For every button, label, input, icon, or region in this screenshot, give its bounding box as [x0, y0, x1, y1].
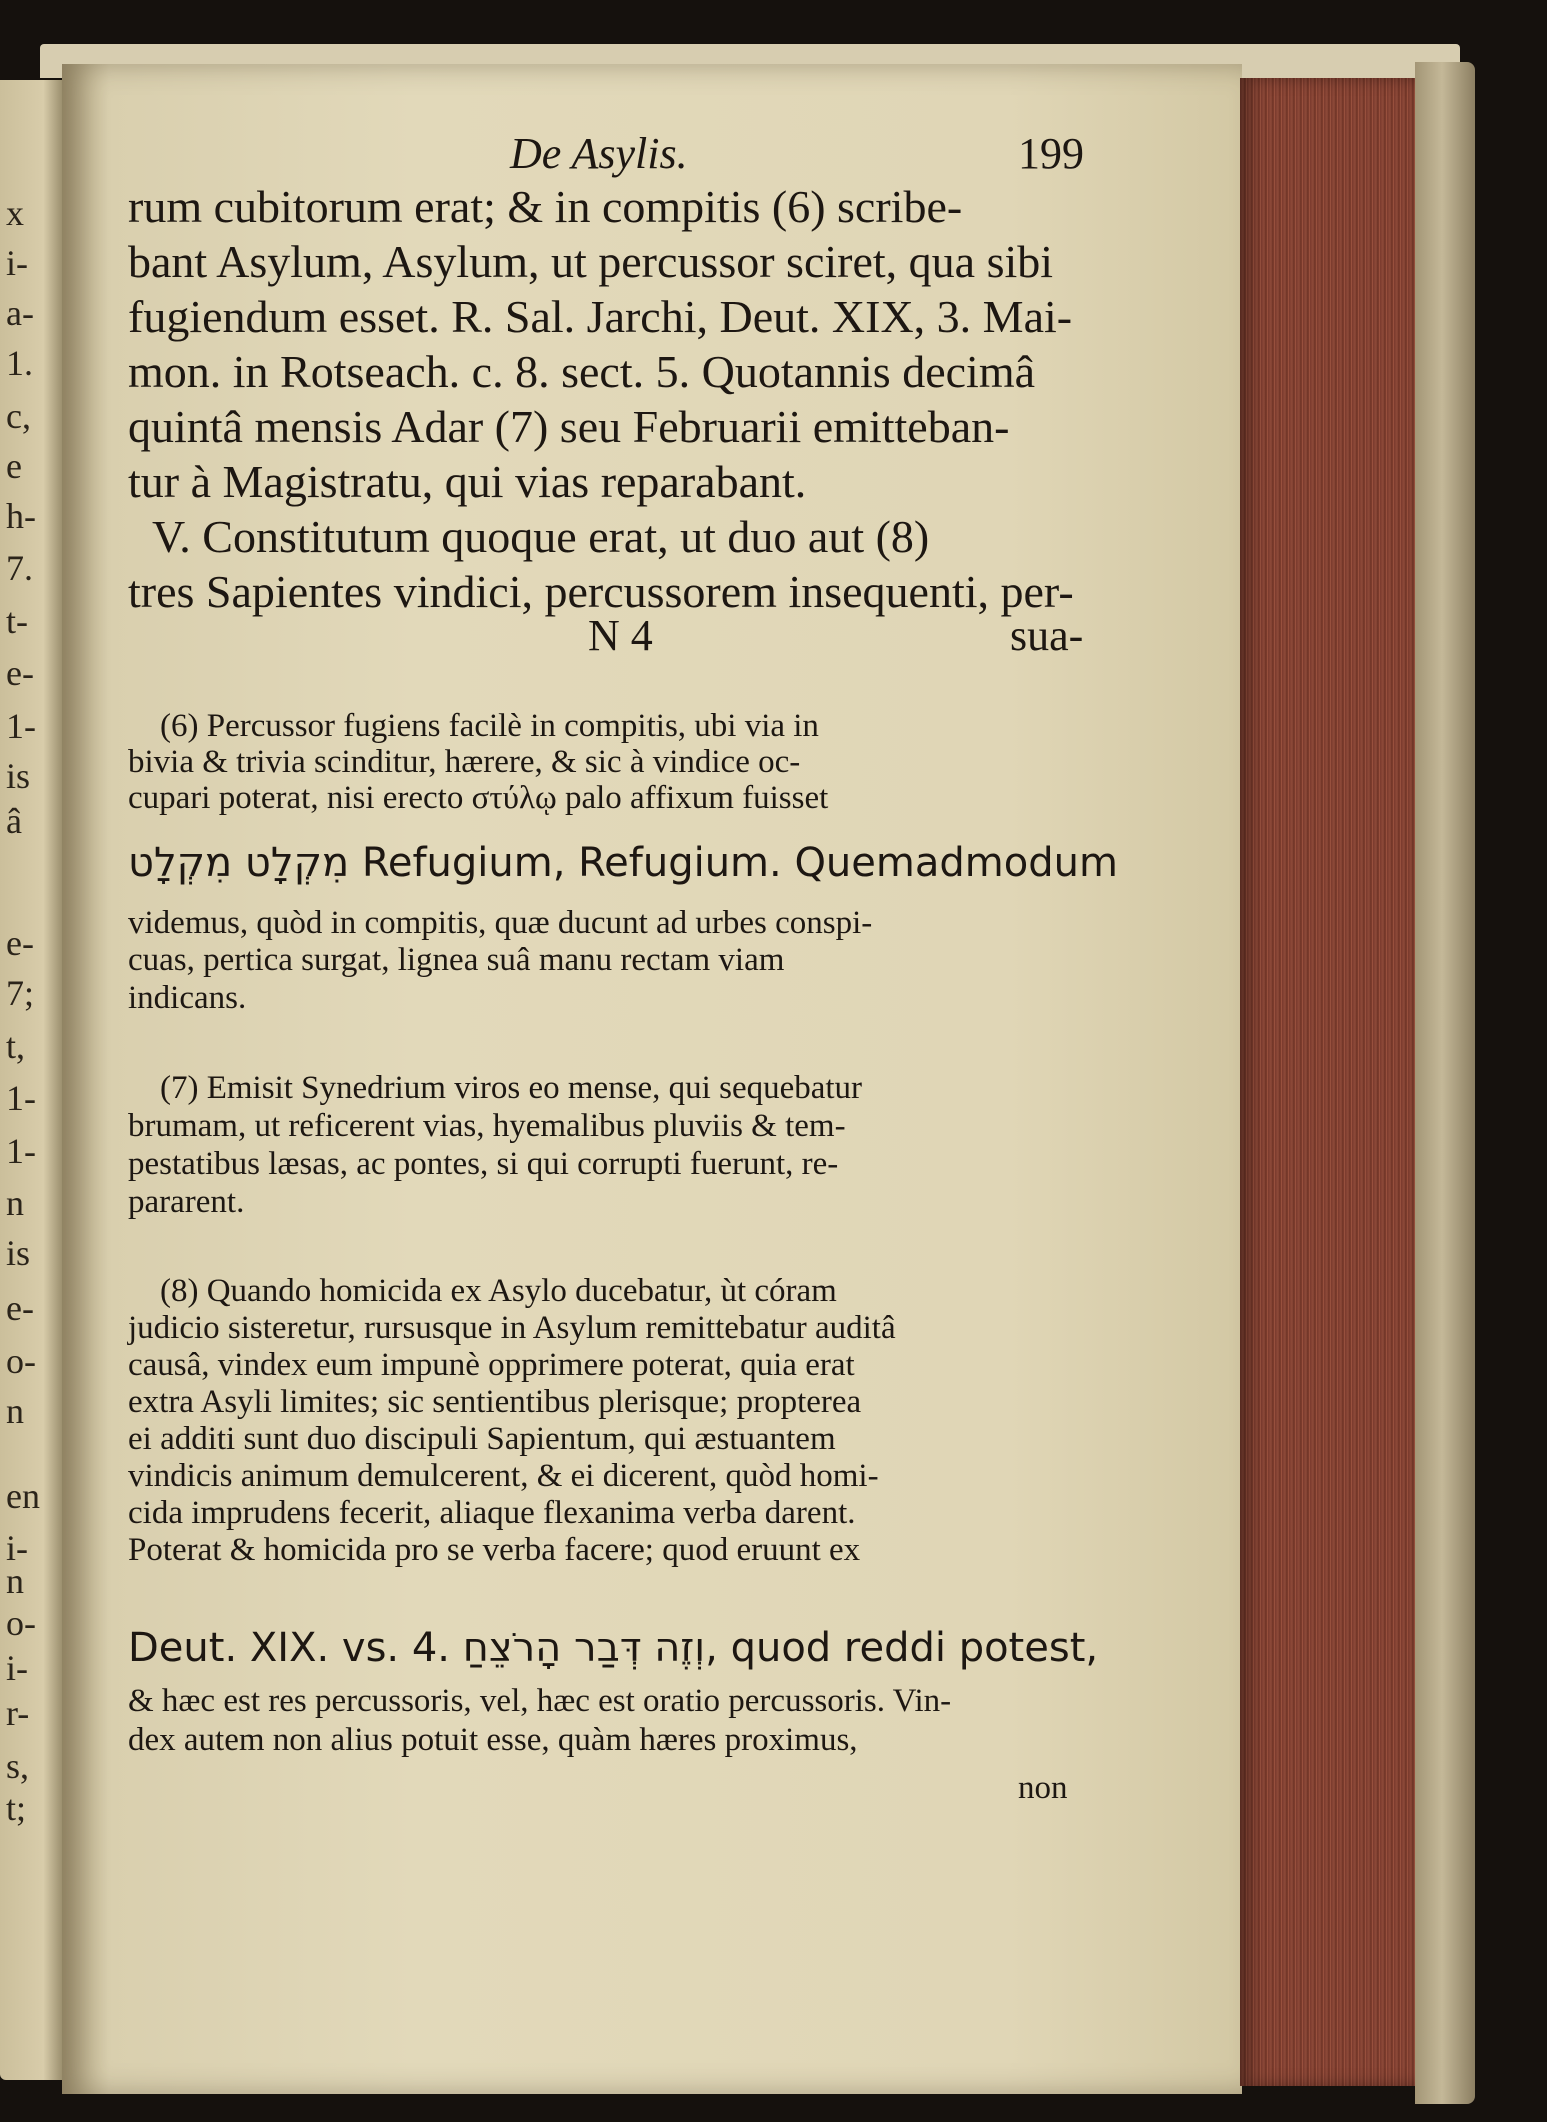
- footnote6-line: cupari poterat, nisi erecto στύλῳ palo affixum fuisset: [128, 780, 829, 816]
- body-line: tres Sapientes vindici, percussorem insequenti, per-: [128, 566, 1074, 617]
- footnote7-line: pestatibus læsas, ac pontes, si qui corrupti fuerunt, re-: [128, 1146, 839, 1182]
- left-page-fragment: c,: [6, 396, 31, 436]
- footnote7-line: (7) Emisit Synedrium viros eo mense, qui sequebatur: [160, 1070, 863, 1106]
- left-page-fragment: s,: [6, 1746, 30, 1786]
- left-page-fragment: e-: [6, 923, 34, 963]
- body-line: rum cubitorum erat; & in compitis (6) scribe-: [128, 181, 963, 232]
- footnote8-line: causâ, vindex eum impunè opprimere poterat, quia erat: [128, 1347, 855, 1383]
- footnote8-line: & hæc est res percussoris, vel, hæc est oratio percussoris. Vin-: [128, 1683, 952, 1719]
- left-page-fragment: i-: [6, 243, 28, 283]
- footnote7-line: brumam, ut reficerent vias, hyemalibus pluviis & tem-: [128, 1108, 846, 1144]
- footnote6-line: indicans.: [128, 980, 247, 1016]
- left-page-fragment: i-: [6, 1528, 28, 1568]
- left-page-fragment: r-: [6, 1693, 30, 1733]
- footnote6-line: cuas, pertica surgat, lignea suâ manu rectam viam: [128, 942, 785, 978]
- left-page-fragment: i-: [6, 1648, 28, 1688]
- left-page-fragment: x: [6, 193, 24, 233]
- left-page-fragment: n: [6, 1391, 24, 1431]
- signature-mark: N 4: [588, 611, 653, 660]
- left-page-fragment: 7.: [6, 548, 33, 588]
- body-line: fugiendum esset. R. Sal. Jarchi, Deut. XIX, 3. Mai-: [128, 291, 1073, 342]
- left-page-fragment: e-: [6, 1288, 34, 1328]
- left-page-fragment: 1-: [6, 1131, 36, 1171]
- left-page-fragment: 1-: [6, 1078, 36, 1118]
- left-page-fragment: n: [6, 1561, 24, 1601]
- body-line: quintâ mensis Adar (7) seu Februarii emitteban-: [128, 401, 1010, 452]
- left-page-fragment: a-: [6, 293, 34, 333]
- left-page-fragment: o-: [6, 1603, 36, 1643]
- footnote6-line: מִקְלָט מִקְלָט Refugium, Refugium. Quemadmodum: [128, 840, 1118, 886]
- left-page-fragment: is: [6, 1233, 31, 1273]
- left-page-fragment: n: [6, 1183, 24, 1223]
- left-page-fragment: 7;: [6, 973, 35, 1013]
- page-number: 199: [1018, 129, 1084, 178]
- footnote8-line: extra Asyli limites; sic sentientibus plerisque; propterea: [128, 1384, 862, 1420]
- footnote6-line: bivia & trivia scinditur, hærere, & sic à vindice oc-: [128, 744, 801, 780]
- left-page-fragment: en: [6, 1476, 40, 1516]
- body-line: bant Asylum, Asylum, ut percussor sciret, qua sibi: [128, 236, 1054, 287]
- left-page-fragment: t,: [6, 1026, 26, 1066]
- footnote8-line: (8) Quando homicida ex Asylo ducebatur, ùt córam: [160, 1273, 837, 1309]
- left-page-fragment: h-: [6, 496, 36, 536]
- footnote8-line: non: [1018, 1770, 1068, 1806]
- running-head: De Asylis.: [510, 129, 688, 178]
- footnote8-line: Poterat & homicida pro se verba facere; quod eruunt ex: [128, 1532, 861, 1568]
- footnote8-line: ei additi sunt duo discipuli Sapientum, qui æstuantem: [128, 1421, 836, 1457]
- footnote8-line: judicio sisteretur, rursusque in Asylum remittebatur auditâ: [128, 1310, 896, 1346]
- footnote8-line: vindicis animum demulcerent, & ei dicerent, quòd homi-: [128, 1458, 879, 1494]
- footnote6-line: (6) Percussor fugiens facilè in compitis, ubi via in: [160, 708, 819, 744]
- body-line: tur à Magistratu, qui vias reparabant.: [128, 456, 807, 507]
- left-page-fragment: o-: [6, 1341, 36, 1381]
- footnote8-line: cida imprudens fecerit, aliaque flexanima verba darent.: [128, 1495, 856, 1531]
- left-page-fragment: t-: [6, 601, 28, 641]
- catchword: sua-: [1010, 611, 1084, 660]
- left-page-fragment: e: [6, 446, 22, 486]
- footnote8-line: Deut. XIX. vs. 4. וְזֶה דְּבַר הָרֹצֵחַ, quod reddi potest,: [128, 1625, 1099, 1671]
- footnote7-line: pararent.: [128, 1184, 245, 1220]
- footnote6-line: videmus, quòd in compitis, quæ ducunt ad urbes conspi-: [128, 905, 873, 941]
- left-page-fragment: 1.: [6, 343, 33, 383]
- left-page-fragment: â: [6, 801, 22, 841]
- body-line: V. Constitutum quoque erat, ut duo aut (8): [152, 511, 930, 562]
- left-page-fragment: e-: [6, 653, 34, 693]
- footnote8-line: dex autem non alius potuit esse, quàm hæres proximus,: [128, 1722, 858, 1758]
- body-line: mon. in Rotseach. c. 8. sect. 5. Quotannis decimâ: [128, 346, 1036, 397]
- left-page-fragment: 1-: [6, 706, 36, 746]
- left-page-fragment: is: [6, 756, 31, 796]
- left-page-fragment: t;: [6, 1788, 27, 1828]
